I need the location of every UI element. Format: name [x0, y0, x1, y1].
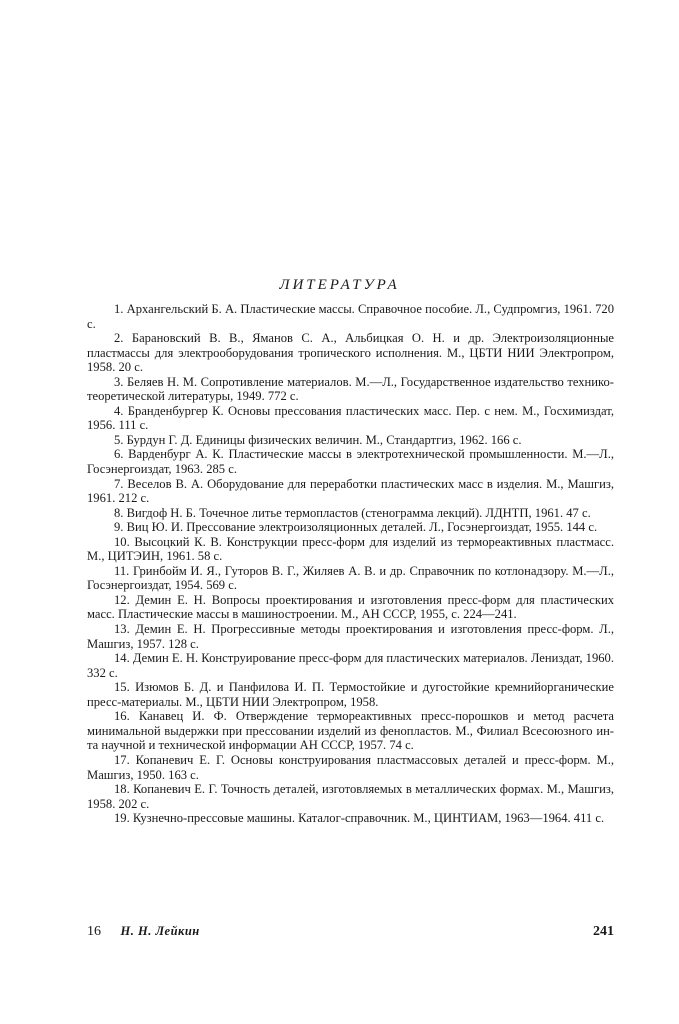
- page-title: ЛИТЕРАТУРА: [279, 277, 400, 293]
- reference-item: 12. Демин Е. Н. Вопросы проектирования и изготовления пресс-форм для пластических масс. Пластические массы в машиностроении. М., АН СССР, 1955, с. 224—241.: [87, 592, 614, 622]
- reference-item: 14. Демин Е. Н. Конструирование пресс-форм для пластических материалов. Лениздат, 1960. 332 с.: [87, 651, 614, 680]
- reference-item: 8. Вигдоф Н. Б. Точечное литье термопластов (стенограмма лекций). ЛДНТП, 1961. 47 с.: [114, 505, 591, 520]
- reference-item: 18. Копаневич Е. Г. Точность деталей, изготовляемых в металлических формах. М., Машгиз, 1958. 202 с.: [87, 782, 614, 811]
- reference-item: 19. Кузнечно-прессовые машины. Каталог-справочник. М., ЦИНТИАМ, 1963—1964. 411 с.: [114, 811, 605, 826]
- reference-item: 9. Виц Ю. И. Прессование электроизоляционных деталей. Л., Госэнергоиздат, 1955. 144 с.: [114, 520, 598, 535]
- reference-item: 10. Высоцкий К. В. Конструкции пресс-форм для изделий из термореактивных пластмасс. М., ЦИТЭИН, 1961. 58 с.: [87, 534, 614, 564]
- reference-item: 16. Канавец И. Ф. Отверждение термореактивных пресс-порошков и метод расчета минимальной выдержки при прессовании изделий из фенопластов. М., Филиал Всесоюзного ин-та научной и технической информации АН СССР, 1957. 74 с.: [87, 709, 614, 753]
- reference-item: 15. Изюмов Б. Д. и Панфилова И. П. Термостойкие и дугостойкие кремнийорганические пресс-материалы. М., ЦБТИ НИИ Электропром, 1958.: [87, 680, 614, 709]
- reference-list: [87, 302, 614, 826]
- signature-mark: [87, 924, 200, 940]
- signature-number: 16: [87, 924, 101, 939]
- reference-item: 6. Варденбург А. К. Пластические массы в электротехнической промышленности. М.—Л., Госэнергоиздат, 1963. 285 с.: [87, 447, 614, 477]
- page-number: 241: [593, 924, 614, 939]
- reference-item: 1. Архангельский Б. А. Пластические массы. Справочное пособие. Л., Судпромгиз, 1961. 720 с.: [87, 302, 614, 331]
- reference-item: 2. Барановский В. В., Яманов С. А., Альбицкая О. Н. и др. Электроизоляционные пластмассы для электрооборудования тропического исполнения. М., ЦБТИ НИИ Электропром, 1958. 20 с.: [87, 331, 614, 375]
- reference-item: 17. Копаневич Е. Г. Основы конструирования пластмассовых деталей и пресс-форм. М., Машгиз, 1950. 163 с.: [87, 752, 614, 782]
- reference-item: 11. Гринбойм И. Я., Гуторов В. Г., Жиляев А. В. и др. Справочник по котлонадзору. М.—Л., Госэнергоиздат, 1954. 569 с.: [87, 563, 614, 593]
- signature-author: Н. Н. Лейкин: [120, 924, 200, 938]
- reference-item: 13. Демин Е. Н. Прогрессивные методы проектирования и изготовления пресс-форм. Л., Машгиз, 1957. 128 с.: [87, 622, 614, 651]
- reference-item: 3. Беляев Н. М. Сопротивление материалов. М.—Л., Государственное издательство технико-теоретической литературы, 1949. 772 с.: [87, 374, 614, 404]
- reference-item: 5. Бурдун Г. Д. Единицы физических величин. М., Стандартгиз, 1962. 166 с.: [114, 432, 522, 447]
- reference-item: 4. Бранденбургер К. Основы прессования пластических масс. Пер. с нем. М., Госхимиздат, 1956. 111 с.: [87, 403, 614, 433]
- reference-item: 7. Веселов В. А. Оборудование для переработки пластических масс в изделия. М., Машгиз, 1961. 212 с.: [87, 476, 614, 506]
